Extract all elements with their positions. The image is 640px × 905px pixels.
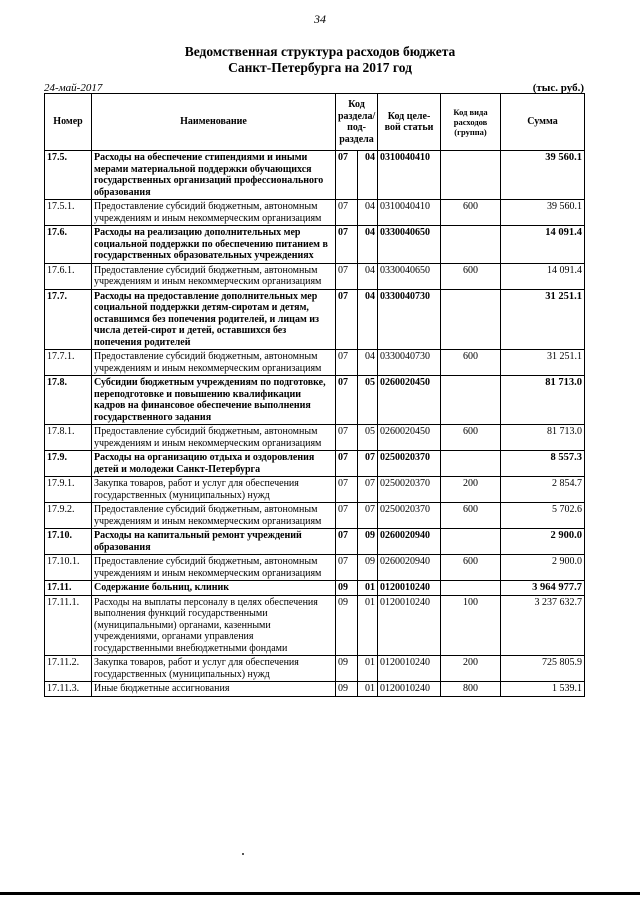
cell-expense-type (441, 529, 501, 555)
table-row (45, 555, 585, 581)
header-article: Код целе- вой статьи (378, 94, 441, 151)
cell-name: Закупка товаров, работ и услуг для обеспечения государственных (муниципальных) нужд (92, 477, 336, 503)
cell-expense-type (441, 151, 501, 200)
header-section: Код раздела/ под- раздела (336, 94, 378, 151)
table-row (45, 289, 585, 350)
cell-expense-type (441, 376, 501, 425)
cell-sum: 2 854.7 (501, 477, 585, 503)
cell-subsection: 05 (358, 376, 378, 425)
cell-sum: 3 964 977.7 (501, 581, 585, 596)
cell-sum: 725 805.9 (501, 656, 585, 682)
cell-expense-type (441, 451, 501, 477)
cell-article: 0330040650 (378, 226, 441, 264)
cell-number: 17.8. (45, 376, 92, 425)
cell-number: 17.7.1. (45, 350, 92, 376)
cell-subsection: 07 (358, 477, 378, 503)
cell-sum: 2 900.0 (501, 529, 585, 555)
cell-article: 0330040730 (378, 289, 441, 350)
cell-section: 09 (336, 595, 358, 656)
cell-number: 17.9. (45, 451, 92, 477)
cell-number: 17.7. (45, 289, 92, 350)
cell-number: 17.6. (45, 226, 92, 264)
cell-article: 0250020370 (378, 503, 441, 529)
cell-subsection: 04 (358, 289, 378, 350)
cell-subsection: 07 (358, 451, 378, 477)
cell-sum: 1 539.1 (501, 682, 585, 697)
table-row (45, 200, 585, 226)
cell-article: 0260020940 (378, 529, 441, 555)
cell-section: 07 (336, 289, 358, 350)
units-label: (тыс. руб.) (532, 82, 584, 94)
cell-subsection: 01 (358, 656, 378, 682)
cell-section: 07 (336, 529, 358, 555)
cell-number: 17.10.1. (45, 555, 92, 581)
cell-expense-type (441, 581, 501, 596)
cell-expense-type: 100 (441, 595, 501, 656)
cell-section: 07 (336, 451, 358, 477)
cell-sum: 31 251.1 (501, 350, 585, 376)
cell-article: 0120010240 (378, 581, 441, 596)
cell-name: Расходы на реализацию дополнительных мер социальной поддержки по обеспечению питанием в государственных образовательных учреждениях (92, 226, 336, 264)
cell-article: 0260020940 (378, 555, 441, 581)
cell-expense-type: 600 (441, 425, 501, 451)
cell-sum: 8 557.3 (501, 451, 585, 477)
cell-sum: 39 560.1 (501, 200, 585, 226)
cell-expense-type: 200 (441, 656, 501, 682)
title-line-2: Санкт-Петербурга на 2017 год (228, 60, 412, 75)
table-row (45, 581, 585, 596)
cell-name: Расходы на обеспечение стипендиями и иными мерами материальной поддержки обучающихся государственных организаций профессионального образования (92, 151, 336, 200)
cell-expense-type: 200 (441, 477, 501, 503)
table-row (45, 151, 585, 200)
cell-expense-type: 600 (441, 200, 501, 226)
cell-name: Предоставление субсидий бюджетным, автономным учреждениям и иным некоммерческим организациям (92, 503, 336, 529)
cell-expense-type: 800 (441, 682, 501, 697)
cell-sum: 39 560.1 (501, 151, 585, 200)
cell-article: 0310040410 (378, 151, 441, 200)
cell-number: 17.8.1. (45, 425, 92, 451)
cell-article: 0120010240 (378, 595, 441, 656)
cell-subsection: 09 (358, 529, 378, 555)
cell-name: Расходы на капитальный ремонт учреждений образования (92, 529, 336, 555)
header-expense-type: Код вида расходов (группа) (441, 94, 501, 151)
cell-subsection: 07 (358, 503, 378, 529)
cell-number: 17.11.2. (45, 656, 92, 682)
cell-sum: 3 237 632.7 (501, 595, 585, 656)
cell-subsection: 01 (358, 682, 378, 697)
cell-subsection: 01 (358, 595, 378, 656)
table-row (45, 529, 585, 555)
cell-article: 0330040650 (378, 263, 441, 289)
cell-section: 07 (336, 263, 358, 289)
cell-sum: 5 702.6 (501, 503, 585, 529)
cell-article: 0120010240 (378, 682, 441, 697)
cell-section: 07 (336, 425, 358, 451)
cell-number: 17.9.2. (45, 503, 92, 529)
table-row (45, 263, 585, 289)
title-line-1: Ведомственная структура расходов бюджета (184, 44, 456, 59)
table-row (45, 226, 585, 264)
cell-section: 09 (336, 581, 358, 596)
cell-name: Предоставление субсидий бюджетным, автономным учреждениям и иным некоммерческим организациям (92, 263, 336, 289)
cell-name: Предоставление субсидий бюджетным, автономным учреждениям и иным некоммерческим организациям (92, 350, 336, 376)
document-title (0, 44, 640, 76)
header-name: Наименование (92, 94, 336, 151)
cell-article: 0310040410 (378, 200, 441, 226)
scan-mark (242, 853, 244, 855)
cell-name: Расходы на выплаты персоналу в целях обеспечения выполнения функций государственными (муниципальными) органами, казенными учреждениями, органами управления государственными внебюджетными фондами (92, 595, 336, 656)
cell-name: Иные бюджетные ассигнования (92, 682, 336, 697)
table-row (45, 376, 585, 425)
cell-subsection: 01 (358, 581, 378, 596)
cell-expense-type: 600 (441, 350, 501, 376)
header-number: Номер (45, 94, 92, 151)
page-number: 34 (314, 12, 326, 26)
cell-article: 0260020450 (378, 376, 441, 425)
cell-number: 17.9.1. (45, 477, 92, 503)
cell-sum: 14 091.4 (501, 226, 585, 264)
cell-sum: 31 251.1 (501, 289, 585, 350)
cell-section: 09 (336, 656, 358, 682)
table-row (45, 350, 585, 376)
table-row (45, 682, 585, 697)
cell-section: 07 (336, 151, 358, 200)
cell-expense-type (441, 226, 501, 264)
cell-expense-type: 600 (441, 263, 501, 289)
cell-section: 07 (336, 200, 358, 226)
table-body (45, 151, 585, 697)
table-row (45, 477, 585, 503)
budget-table (44, 93, 585, 697)
cell-name: Содержание больниц, клиник (92, 581, 336, 596)
cell-article: 0260020450 (378, 425, 441, 451)
bottom-rule (0, 892, 640, 895)
cell-sum: 2 900.0 (501, 555, 585, 581)
header-sum: Сумма (501, 94, 585, 151)
table-header-row (45, 94, 585, 151)
table-row (45, 451, 585, 477)
cell-article: 0250020370 (378, 477, 441, 503)
cell-section: 09 (336, 682, 358, 697)
cell-article: 0250020370 (378, 451, 441, 477)
cell-subsection: 04 (358, 263, 378, 289)
cell-section: 07 (336, 226, 358, 264)
cell-subsection: 09 (358, 555, 378, 581)
cell-subsection: 05 (358, 425, 378, 451)
cell-number: 17.5.1. (45, 200, 92, 226)
table-row (45, 595, 585, 656)
table-row (45, 425, 585, 451)
cell-sum: 14 091.4 (501, 263, 585, 289)
table-row (45, 503, 585, 529)
cell-section: 07 (336, 477, 358, 503)
cell-sum: 81 713.0 (501, 376, 585, 425)
cell-subsection: 04 (358, 151, 378, 200)
cell-subsection: 04 (358, 350, 378, 376)
cell-section: 07 (336, 376, 358, 425)
cell-name: Субсидии бюджетным учреждениям по подготовке, переподготовке и повышению квалификации кадров на финансовое обеспечение выполнения государственного задания (92, 376, 336, 425)
cell-article: 0330040730 (378, 350, 441, 376)
cell-section: 07 (336, 555, 358, 581)
cell-article: 0120010240 (378, 656, 441, 682)
cell-name: Предоставление субсидий бюджетным, автономным учреждениям и иным некоммерческим организациям (92, 555, 336, 581)
cell-name: Предоставление субсидий бюджетным, автономным учреждениям и иным некоммерческим организациям (92, 200, 336, 226)
cell-subsection: 04 (358, 226, 378, 264)
cell-sum: 81 713.0 (501, 425, 585, 451)
cell-expense-type (441, 289, 501, 350)
cell-name: Расходы на предоставление дополнительных мер социальной поддержки детям-сиротам и детям, оставшимся без попечения родителей, и лицам из числа детей-сирот и детей, оставшихся без попечения родителей (92, 289, 336, 350)
cell-number: 17.10. (45, 529, 92, 555)
cell-expense-type: 600 (441, 555, 501, 581)
cell-expense-type: 600 (441, 503, 501, 529)
cell-section: 07 (336, 503, 358, 529)
cell-number: 17.11.3. (45, 682, 92, 697)
cell-name: Предоставление субсидий бюджетным, автономным учреждениям и иным некоммерческим организациям (92, 425, 336, 451)
cell-number: 17.6.1. (45, 263, 92, 289)
document-date: 24-май-2017 (44, 82, 103, 94)
cell-subsection: 04 (358, 200, 378, 226)
cell-section: 07 (336, 350, 358, 376)
cell-number: 17.11. (45, 581, 92, 596)
cell-name: Закупка товаров, работ и услуг для обеспечения государственных (муниципальных) нужд (92, 656, 336, 682)
cell-number: 17.5. (45, 151, 92, 200)
table-row (45, 656, 585, 682)
cell-name: Расходы на организацию отдыха и оздоровления детей и молодежи Санкт-Петербурга (92, 451, 336, 477)
cell-number: 17.11.1. (45, 595, 92, 656)
